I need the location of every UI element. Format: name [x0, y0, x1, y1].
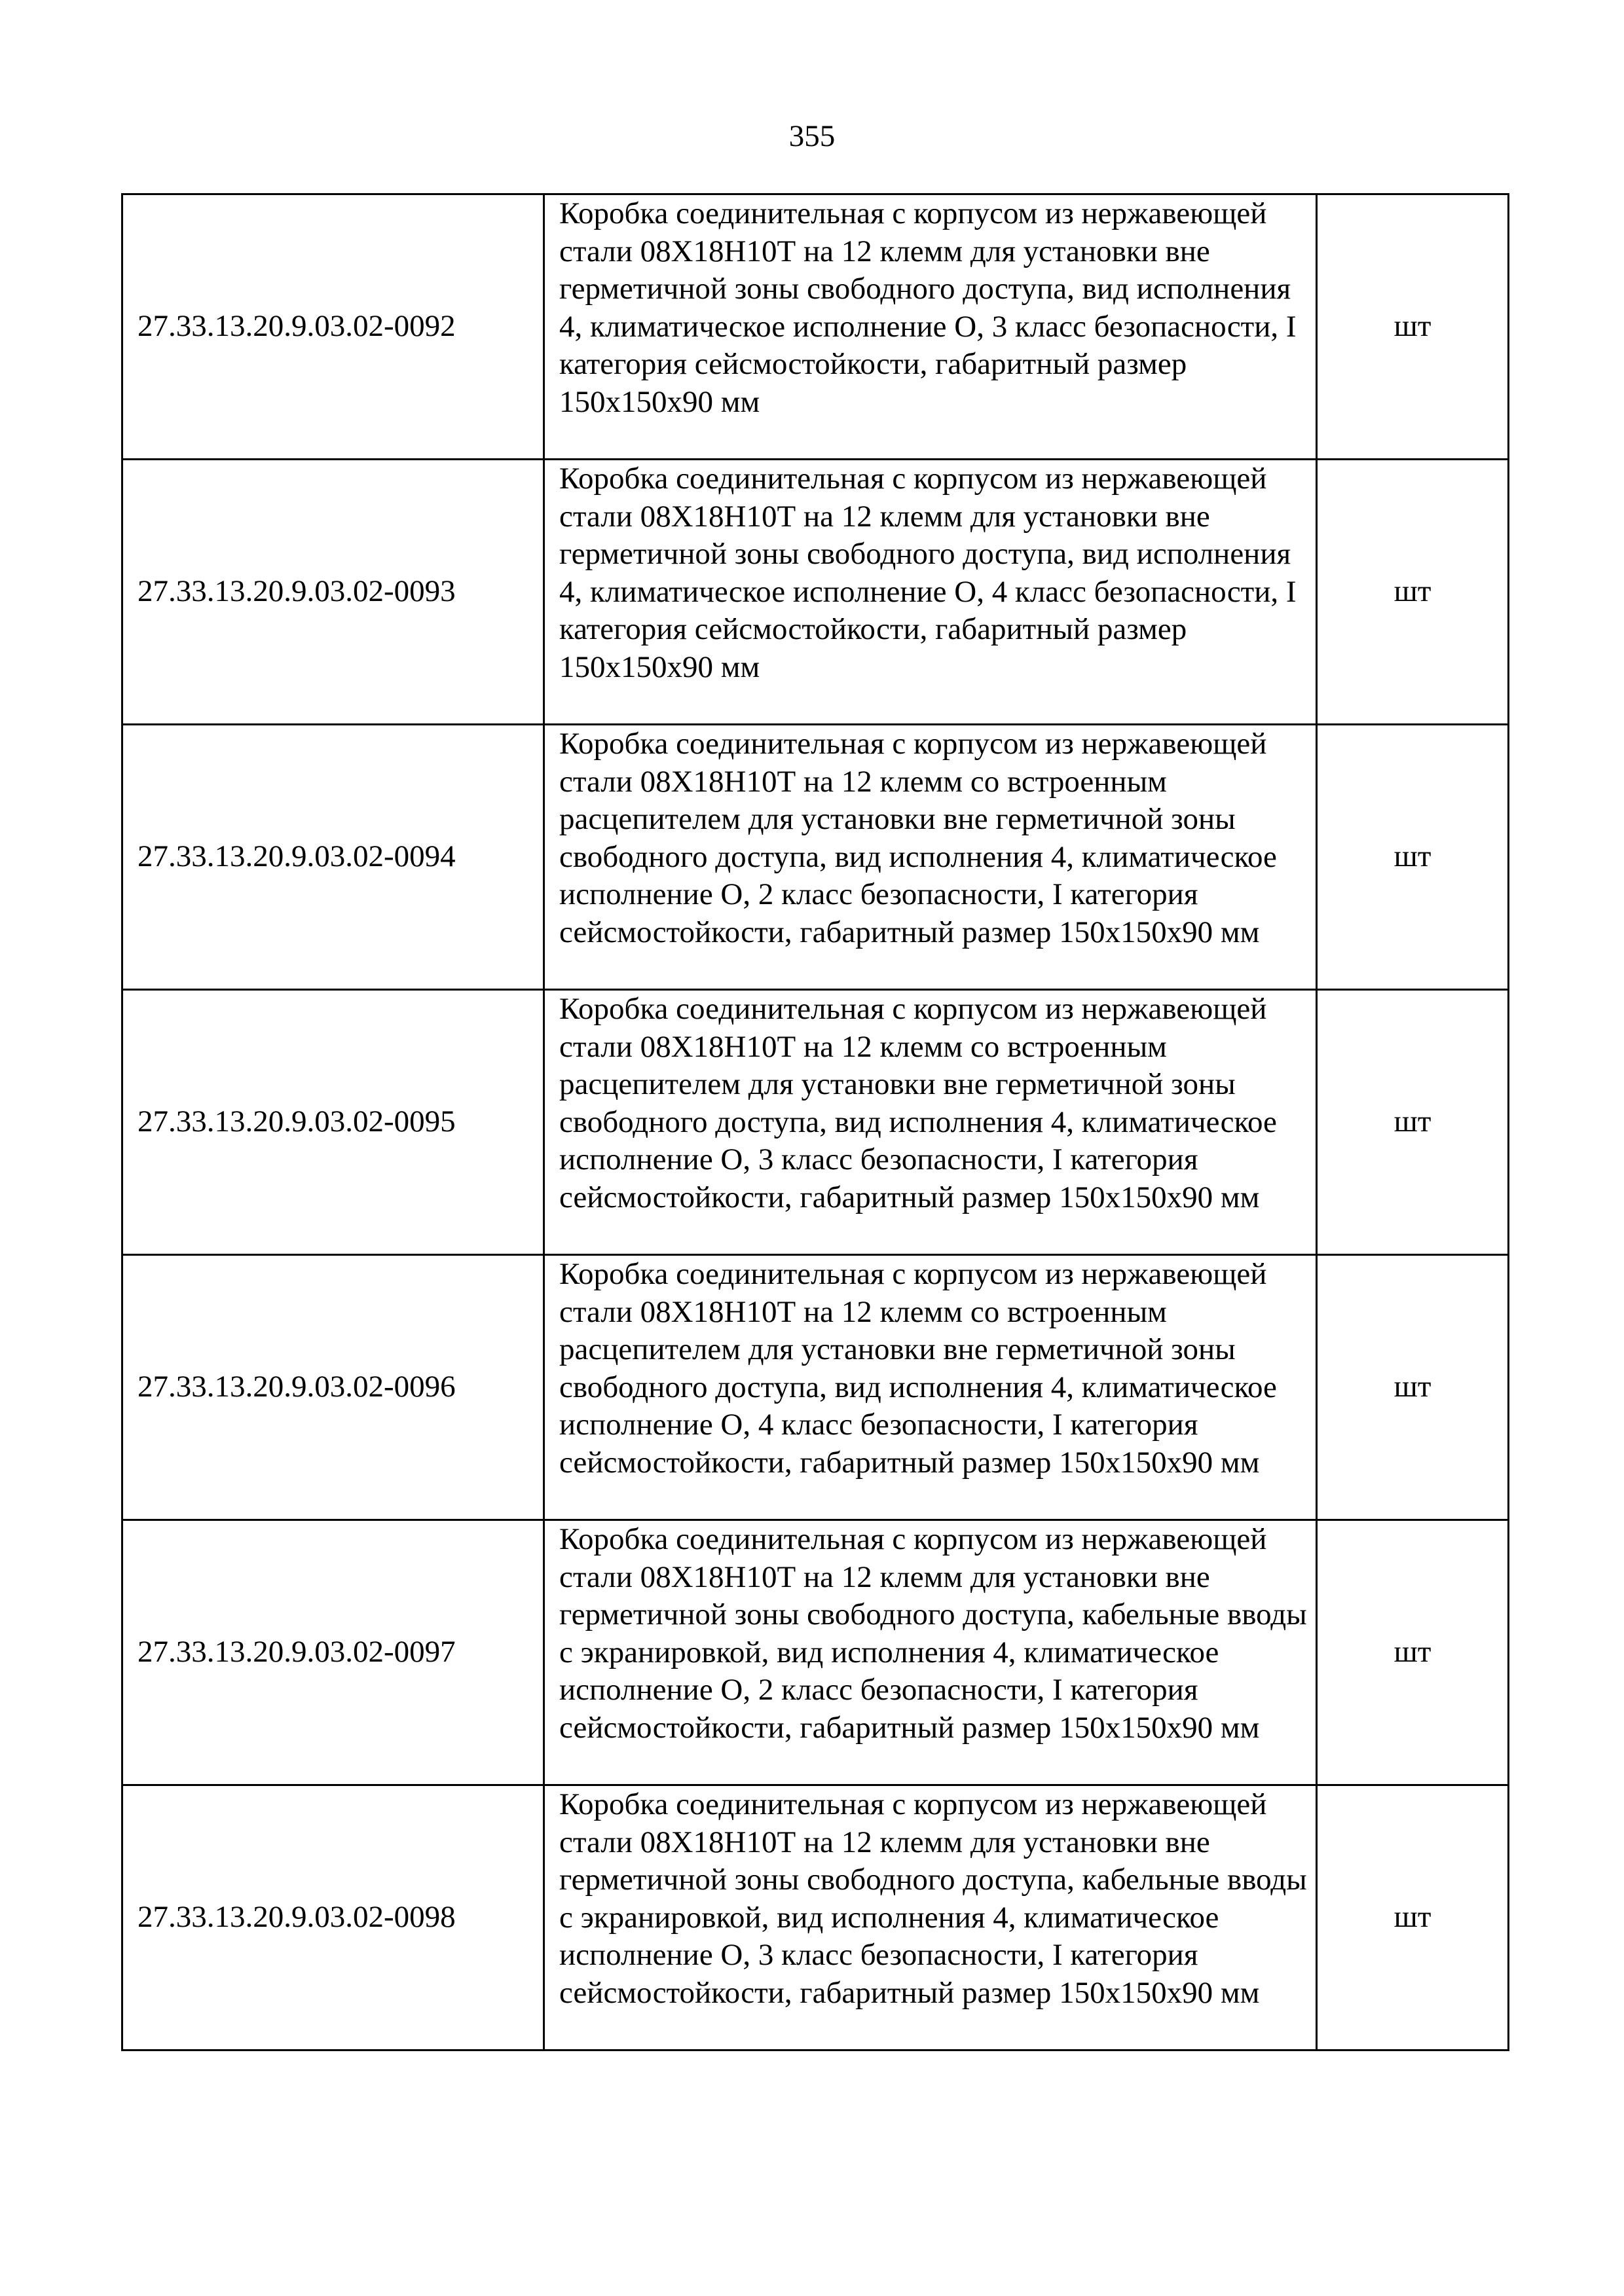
item-code: 27.33.13.20.9.03.02-0092 [122, 194, 544, 460]
item-unit: шт [1317, 460, 1509, 725]
items-table [121, 193, 1509, 2051]
page-number: 355 [788, 119, 836, 153]
item-code: 27.33.13.20.9.03.02-0094 [122, 725, 544, 990]
item-description: Коробка соединительная с корпусом из нержавеющей стали 08Х18Н10Т на 12 клемм для установки вне герметичной зоны свободного доступа, вид исполнения 4, климатическое исполнение О, 4 класс безопасности, I категория сейсмостойкости, габаритный размер 150х150х90 мм [544, 460, 1317, 725]
table-row [122, 1520, 1509, 1785]
item-description: Коробка соединительная с корпусом из нержавеющей стали 08Х18Н10Т на 12 клемм для установки вне герметичной зоны свободного доступа, кабельные вводы с экранировкой, вид исполнения 4, климатическое исполнение О, 2 класс безопасности, I категория сейсмостойкости, габаритный размер 150х150х90 мм [544, 1520, 1317, 1785]
item-unit: шт [1317, 1255, 1509, 1520]
item-description: Коробка соединительная с корпусом из нержавеющей стали 08Х18Н10Т на 12 клемм для установки вне герметичной зоны свободного доступа, кабельные вводы с экранировкой, вид исполнения 4, климатическое исполнение О, 3 класс безопасности, I категория сейсмостойкости, габаритный размер 150х150х90 мм [544, 1785, 1317, 2050]
item-code: 27.33.13.20.9.03.02-0095 [122, 990, 544, 1255]
item-description: Коробка соединительная с корпусом из нержавеющей стали 08Х18Н10Т на 12 клемм со встроенным расцепителем для установки вне герметичной зоны свободного доступа, вид исполнения 4, климатическое исполнение О, 3 класс безопасности, I категория сейсмостойкости, габаритный размер 150х150х90 мм [544, 990, 1317, 1255]
item-unit: шт [1317, 1520, 1509, 1785]
item-code: 27.33.13.20.9.03.02-0097 [122, 1520, 544, 1785]
item-description: Коробка соединительная с корпусом из нержавеющей стали 08Х18Н10Т на 12 клемм со встроенным расцепителем для установки вне герметичной зоны свободного доступа, вид исполнения 4, климатическое исполнение О, 2 класс безопасности, I категория сейсмостойкости, габаритный размер 150х150х90 мм [544, 725, 1317, 990]
table-row [122, 990, 1509, 1255]
item-code: 27.33.13.20.9.03.02-0096 [122, 1255, 544, 1520]
item-unit: шт [1317, 725, 1509, 990]
table-row [122, 194, 1509, 460]
table-row [122, 460, 1509, 725]
item-unit: шт [1317, 990, 1509, 1255]
table-row [122, 725, 1509, 990]
item-description: Коробка соединительная с корпусом из нержавеющей стали 08Х18Н10Т на 12 клемм для установки вне герметичной зоны свободного доступа, вид исполнения 4, климатическое исполнение О, 3 класс безопасности, I категория сейсмостойкости, габаритный размер 150х150х90 мм [544, 194, 1317, 460]
item-unit: шт [1317, 1785, 1509, 2050]
item-unit: шт [1317, 194, 1509, 460]
item-code: 27.33.13.20.9.03.02-0093 [122, 460, 544, 725]
item-code: 27.33.13.20.9.03.02-0098 [122, 1785, 544, 2050]
table-row [122, 1255, 1509, 1520]
table-row [122, 1785, 1509, 2050]
item-description: Коробка соединительная с корпусом из нержавеющей стали 08Х18Н10Т на 12 клемм со встроенным расцепителем для установки вне герметичной зоны свободного доступа, вид исполнения 4, климатическое исполнение О, 4 класс безопасности, I категория сейсмостойкости, габаритный размер 150х150х90 мм [544, 1255, 1317, 1520]
